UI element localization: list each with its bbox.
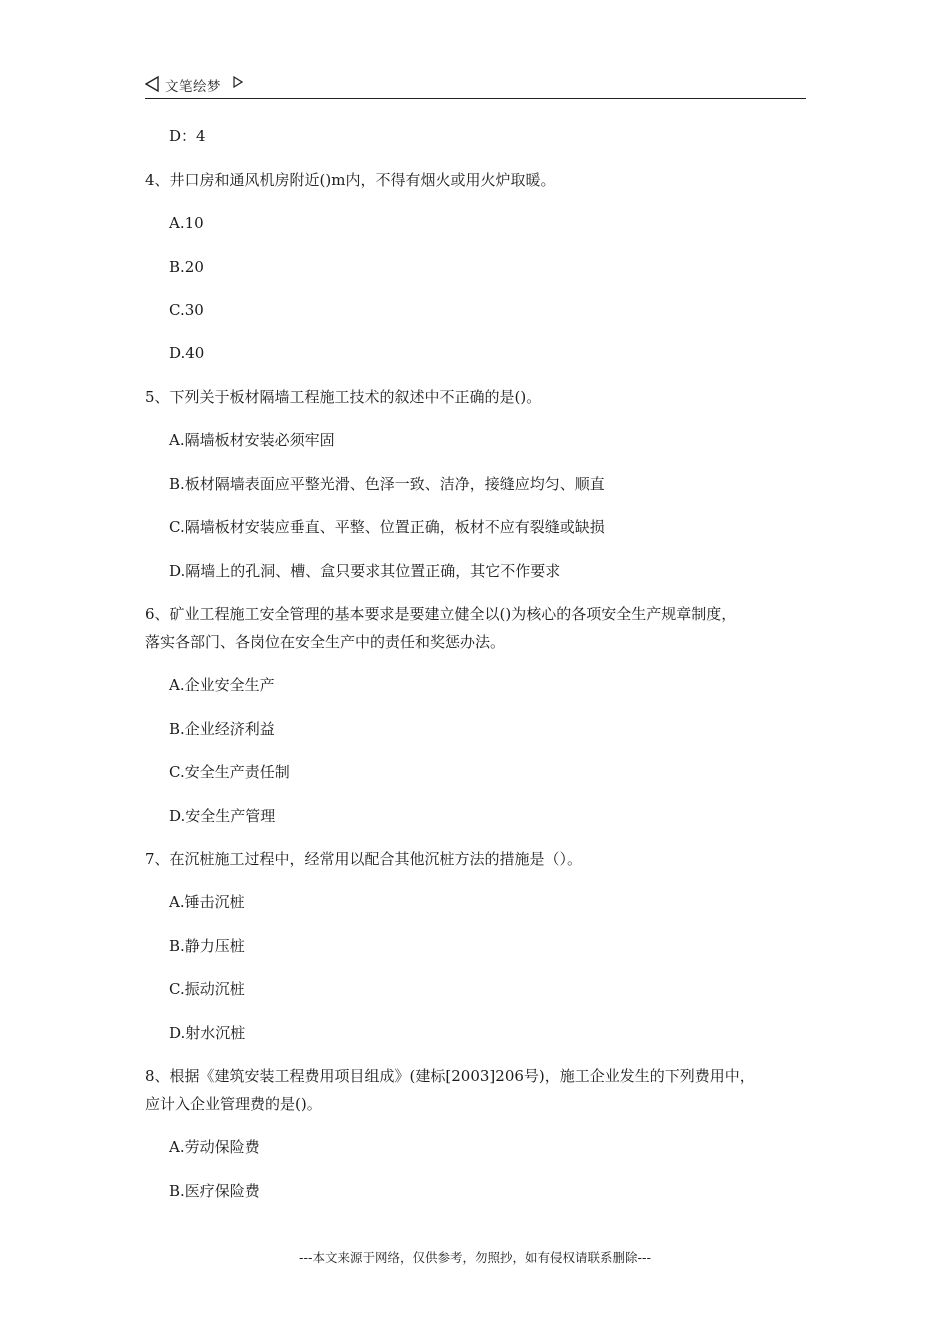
option-line: C.隔墙板材安装应垂直、平整、位置正确，板材不应有裂缝或缺损 [169,518,605,536]
left-triangle-icon [145,76,159,92]
option-line: A.劳动保险费 [169,1138,260,1156]
question-line: 应计入企业管理费的是()。 [145,1095,322,1113]
question-line: 4、井口房和通风机房附近()m内，不得有烟火或用火炉取暖。 [145,171,556,189]
question-line: 落实各部门、各岗位在安全生产中的责任和奖惩办法。 [145,633,506,651]
option-line: D.隔墙上的孔洞、槽、盒只要求其位置正确，其它不作要求 [169,562,561,580]
option-line: A.企业安全生产 [169,676,275,694]
option-line: C.安全生产责任制 [169,763,290,781]
option-line: C.30 [169,301,204,319]
option-line: B.静力压桩 [169,937,245,955]
page-header [145,72,806,99]
option-line: C.振动沉桩 [169,980,245,998]
option-line: B.板材隔墙表面应平整光滑、色泽一致、洁净，接缝应均匀、顺直 [169,475,605,493]
question-line: 7、在沉桩施工过程中，经常用以配合其他沉桩方法的措施是（）。 [145,850,583,868]
option-line: D.射水沉桩 [169,1024,246,1042]
question-line: 5、下列关于板材隔墙工程施工技术的叙述中不正确的是()。 [145,388,542,406]
option-line: B.医疗保险费 [169,1182,260,1200]
option-line: B.20 [169,258,204,276]
option-line: A.隔墙板材安装必须牢固 [169,431,335,449]
question-line: 6、矿业工程施工安全管理的基本要求是要建立健全以()为核心的各项安全生产规章制度， [145,605,737,623]
option-line: D.40 [169,344,205,362]
option-line: D：4 [169,127,206,145]
option-line: B.企业经济利益 [169,720,275,738]
header-brand: 文笔绘梦 [165,79,221,95]
question-line: 8、根据《建筑安装工程费用项目组成》(建标[2003]206号)，施工企业发生的下列费用中， [145,1067,755,1085]
option-line: A.10 [169,214,204,232]
page-footer: ---本文来源于网络，仅供参考，勿照抄，如有侵权请联系删除--- [298,1250,652,1265]
right-triangle-icon [233,76,243,88]
option-line: D.安全生产管理 [169,807,276,825]
option-line: A.锤击沉桩 [169,893,245,911]
